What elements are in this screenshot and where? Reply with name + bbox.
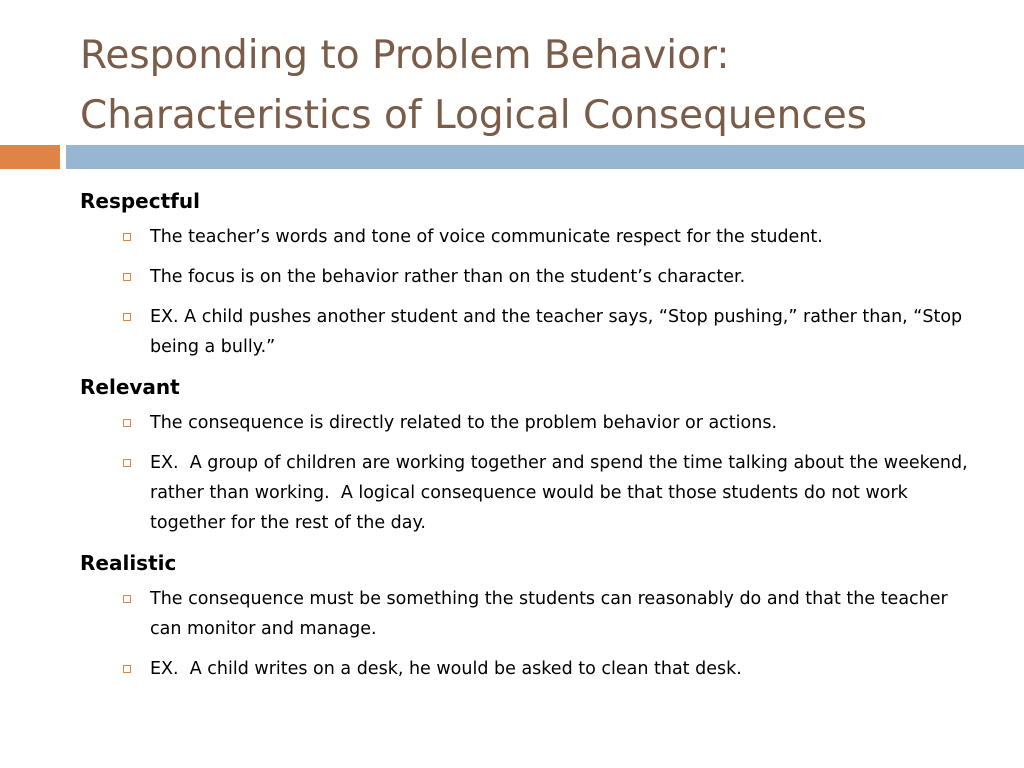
square-bullet-icon — [123, 273, 131, 281]
square-bullet-icon — [123, 313, 131, 321]
section-heading-respectful: Respectful — [80, 189, 200, 213]
square-bullet-icon — [123, 419, 131, 427]
bullet-list-respectful — [80, 222, 980, 362]
bullet-text: The consequence is directly related to the problem behavior or actions. — [150, 413, 778, 433]
bullet-text: EX. A child pushes another student and the teacher says, “Stop pushing,” rather than, “Stop being a bully.” — [150, 307, 968, 357]
section-heading-realistic: Realistic — [80, 551, 177, 575]
blue-divider-bar — [66, 145, 1024, 169]
list-item — [80, 408, 980, 438]
bullet-list-realistic — [80, 584, 980, 684]
bullet-text: The focus is on the behavior rather than on the student’s character. — [150, 267, 746, 287]
bullet-text: EX. A child writes on a desk, he would be asked to clean that desk. — [150, 659, 742, 679]
bullet-list-relevant — [80, 408, 980, 538]
list-item — [80, 654, 980, 684]
bullet-text: The teacher’s words and tone of voice communicate respect for the student. — [150, 227, 823, 247]
list-item — [80, 584, 980, 644]
square-bullet-icon — [123, 233, 131, 241]
slide-title — [80, 26, 1010, 146]
slide-title-line-2: Characteristics of Logical Consequences — [80, 93, 868, 138]
square-bullet-icon — [123, 595, 131, 603]
bullet-text: EX. A group of children are working together and spend the time talking about the weekend, rather than working. A logical consequence would be that those students do not work together for the rest of the day. — [150, 453, 974, 533]
square-bullet-icon — [123, 665, 131, 673]
list-item — [80, 222, 980, 252]
list-item — [80, 302, 980, 362]
slide-body — [80, 186, 980, 694]
slide-title-line-1: Responding to Problem Behavior: — [80, 33, 730, 78]
list-item — [80, 262, 980, 292]
bullet-text: The consequence must be something the students can reasonably do and that the teacher can monitor and manage. — [150, 589, 954, 639]
square-bullet-icon — [123, 459, 131, 467]
orange-accent-bar — [0, 145, 60, 169]
list-item — [80, 448, 980, 538]
section-heading-relevant: Relevant — [80, 375, 180, 399]
